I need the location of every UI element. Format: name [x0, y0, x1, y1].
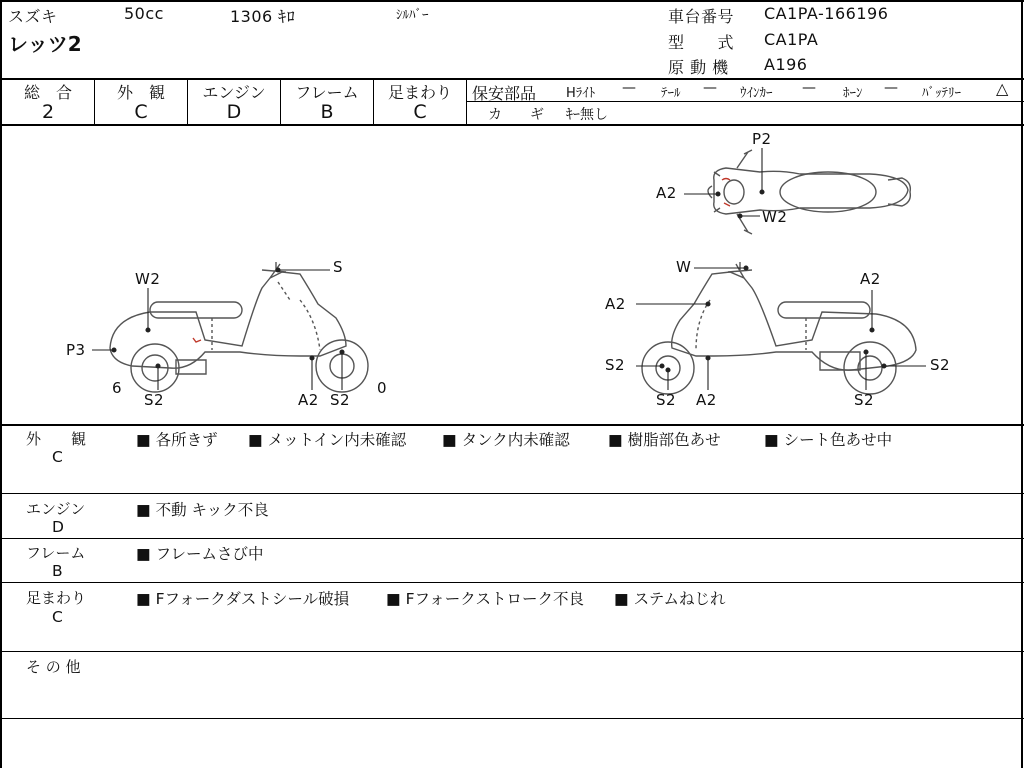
frame-number-label: 車台番号 — [668, 7, 735, 26]
safety-parts-label: 保安部品 — [472, 84, 537, 103]
damage-label-left: S2 — [144, 391, 165, 409]
model-name: レッツ2 — [8, 32, 82, 56]
divider — [0, 582, 1024, 583]
maker: スズキ — [8, 7, 58, 26]
safety-value-headlight: — — [622, 80, 636, 96]
rating-value-frame: B — [320, 101, 334, 123]
section-grade: D — [52, 518, 64, 536]
damage-label-right: S2 — [605, 356, 626, 374]
damage-label-top: A2 — [656, 184, 677, 202]
note-item: ■ ステムねじれ — [614, 590, 726, 608]
scooter-top-view — [708, 150, 910, 234]
rating-label-suspension: 足まわり — [387, 83, 452, 102]
section-grade: B — [52, 562, 63, 580]
divider — [0, 718, 1024, 719]
engine-model-label: 原 動 機 — [668, 58, 729, 77]
note-item: ■ 不動 キック不良 — [136, 501, 269, 519]
note-item: ■ 各所きず — [136, 431, 218, 449]
key-label: カ ギ — [488, 107, 544, 123]
damage-label-top: W2 — [762, 208, 788, 226]
damage-label-right: S2 — [656, 391, 677, 409]
damage-label-right: A2 — [696, 391, 717, 409]
model-type: CA1PA — [764, 30, 819, 49]
divider — [466, 101, 1024, 102]
section-label: 外 観 — [26, 430, 87, 448]
note-item: ■ Fフォークダストシール破損 — [136, 590, 350, 608]
damage-label-left: A2 — [298, 391, 319, 409]
displacement: 50cc — [124, 4, 164, 23]
divider — [0, 538, 1024, 539]
safety-item-headlight: Hﾗｲﾄ — [566, 86, 596, 101]
safety-item-taillight: ﾃｰﾙ — [661, 86, 681, 101]
damage-label-left: S2 — [330, 391, 351, 409]
damage-label-right: W — [676, 258, 692, 276]
section-label: フレーム — [26, 544, 86, 562]
model-type-label: 型 式 — [668, 33, 735, 52]
frame-number: CA1PA-166196 — [764, 4, 889, 23]
note-item: ■ メットイン内未確認 — [248, 431, 407, 449]
section-label: そ の 他 — [26, 658, 81, 676]
safety-item-horn: ﾎｰﾝ — [843, 86, 863, 101]
safety-value-turn-signal: — — [802, 80, 816, 96]
damage-label-left: S — [333, 258, 344, 276]
safety-item-turn-signal: ｳｲﾝｶｰ — [740, 86, 773, 101]
damage-label-right: S2 — [854, 391, 875, 409]
rating-value-overall: 2 — [41, 101, 55, 123]
border-top — [0, 0, 1024, 2]
divider — [0, 424, 1024, 426]
divider — [0, 651, 1024, 652]
damage-label-left: 0 — [377, 379, 388, 397]
safety-value-taillight: — — [703, 80, 717, 96]
rating-value-suspension: C — [413, 101, 427, 123]
note-item: ■ Fフォークストローク不良 — [386, 590, 585, 608]
note-item: ■ 樹脂部色あせ — [608, 431, 721, 449]
rating-label-engine: エンジン — [202, 83, 266, 102]
damage-label-left: 6 — [112, 379, 123, 397]
safety-value-battery: △ — [996, 79, 1009, 98]
rating-label-frame: フレーム — [295, 83, 359, 102]
damage-label-left: P3 — [66, 341, 86, 359]
damage-label-right: S2 — [930, 356, 951, 374]
section-grade: C — [52, 608, 63, 626]
key-value: ｷｰ無し — [566, 107, 608, 123]
section-grade: C — [52, 448, 63, 466]
mileage: 1306 ｷﾛ — [230, 7, 296, 26]
divider — [0, 493, 1024, 494]
section-label: 足まわり — [26, 589, 87, 607]
damage-label-left: W2 — [135, 270, 161, 288]
rating-value-exterior: C — [134, 101, 148, 123]
note-item: ■ タンク内未確認 — [442, 431, 570, 449]
engine-model: A196 — [764, 55, 808, 74]
safety-item-battery: ﾊﾞｯﾃﾘｰ — [922, 86, 961, 101]
note-item: ■ シート色あせ中 — [764, 431, 893, 449]
section-label: エンジン — [26, 500, 86, 518]
color: ｼﾙﾊﾞｰ — [396, 8, 429, 23]
rating-value-engine: D — [226, 101, 242, 123]
note-item: ■ フレームさび中 — [136, 545, 264, 563]
damage-label-right: A2 — [860, 270, 881, 288]
rating-label-exterior: 外 観 — [116, 83, 165, 102]
safety-value-horn: — — [884, 80, 898, 96]
rating-label-overall: 総 合 — [23, 83, 72, 102]
damage-label-right: A2 — [605, 295, 626, 313]
damage-label-top: P2 — [752, 130, 772, 148]
